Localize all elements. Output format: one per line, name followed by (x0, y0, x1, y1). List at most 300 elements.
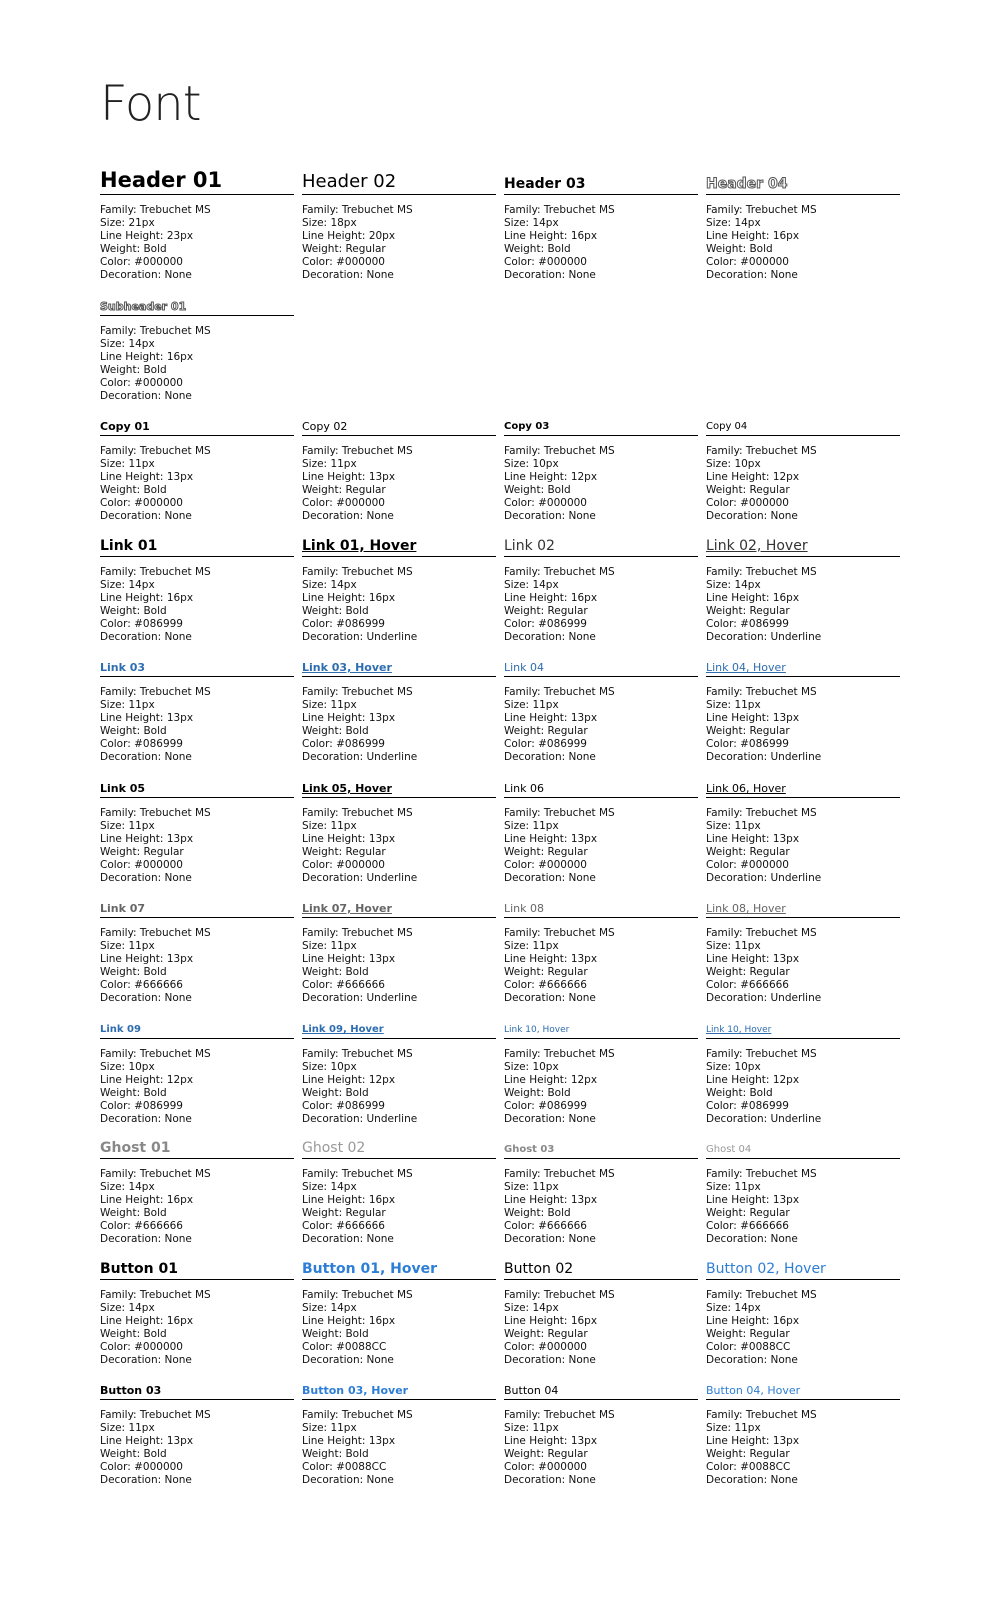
spec-size (706, 1302, 817, 1315)
spec-value: 14px (330, 579, 357, 591)
spec-key: Family: (302, 1289, 342, 1301)
spec-key: Family: (302, 927, 342, 939)
divider (706, 917, 900, 918)
spec-weight (706, 1207, 817, 1220)
spec-key: Color: (302, 1100, 337, 1112)
spec-value: Bold (143, 364, 167, 376)
spec-value: #0088CC (336, 1341, 387, 1353)
font-spec-card (100, 1128, 294, 1249)
spec-key: Weight: (504, 484, 548, 496)
spec-family (100, 1168, 211, 1181)
spec-key: Family: (100, 1168, 140, 1180)
spec-value: 13px (368, 712, 396, 724)
spec-key: Line Height: (302, 1194, 369, 1206)
font-spec-card (302, 1249, 496, 1370)
spec-value: None (568, 1474, 596, 1486)
spec-key: Line Height: (706, 833, 773, 845)
spec-list (100, 686, 211, 764)
spec-key: Decoration: (302, 872, 367, 884)
spec-value: Bold (143, 1328, 167, 1340)
spec-value: Trebuchet MS (139, 325, 211, 337)
spec-key: Weight: (504, 243, 548, 255)
spec-list (100, 204, 211, 282)
spec-size (100, 820, 211, 833)
spec-family (504, 1289, 615, 1302)
spec-weight (302, 1328, 413, 1341)
spec-family (100, 1048, 211, 1061)
spec-line-height (504, 1435, 615, 1448)
divider (706, 1158, 900, 1159)
style-name: Button 03 (100, 1384, 162, 1397)
spec-color (302, 979, 417, 992)
spec-color (504, 859, 615, 872)
spec-value: #666666 (740, 1220, 789, 1232)
spec-row (100, 1008, 908, 1129)
spec-value: 14px (532, 1302, 559, 1314)
spec-value: 13px (570, 833, 598, 845)
spec-decoration (302, 872, 417, 885)
spec-value: Regular (749, 1448, 790, 1460)
spec-color (504, 1100, 615, 1113)
spec-value: Regular (749, 966, 790, 978)
spec-key: Family: (100, 807, 140, 819)
spec-value: Bold (547, 1207, 571, 1219)
divider (706, 556, 900, 557)
spec-key: Decoration: (706, 1113, 771, 1125)
spec-value: 14px (128, 1181, 155, 1193)
spec-value: None (568, 872, 596, 884)
spec-weight (706, 725, 821, 738)
divider (504, 435, 698, 436)
spec-value: 13px (166, 712, 194, 724)
spec-value: 11px (128, 1422, 155, 1434)
spec-key: Line Height: (706, 1074, 773, 1086)
spec-value: Underline (366, 631, 418, 643)
spec-value: Regular (547, 966, 588, 978)
spec-key: Color: (706, 1461, 741, 1473)
spec-key: Color: (100, 979, 135, 991)
spec-key: Weight: (504, 1448, 548, 1460)
divider (706, 676, 900, 677)
spec-size (706, 1422, 817, 1435)
divider (100, 1279, 294, 1280)
spec-key: Line Height: (504, 953, 571, 965)
spec-value: Underline (366, 751, 418, 763)
spec-value: None (568, 269, 596, 281)
spec-decoration (706, 631, 821, 644)
spec-key: Decoration: (302, 1474, 367, 1486)
spec-color (302, 1341, 413, 1354)
font-spec-card (100, 1369, 294, 1490)
spec-value: #086999 (538, 1100, 587, 1112)
spec-value: 14px (532, 579, 559, 591)
spec-value: Trebuchet MS (341, 807, 413, 819)
spec-key: Color: (706, 738, 741, 750)
spec-line-height (504, 471, 615, 484)
spec-key: Weight: (302, 846, 346, 858)
spec-value: 11px (330, 699, 357, 711)
spec-list (302, 204, 413, 282)
style-name: Button 03, Hover (302, 1384, 409, 1397)
spec-value: 13px (166, 471, 194, 483)
spec-value: 13px (368, 953, 396, 965)
spec-key: Line Height: (100, 1315, 167, 1327)
spec-key: Color: (302, 256, 337, 268)
spec-key: Decoration: (706, 1354, 771, 1366)
spec-weight (706, 1448, 817, 1461)
spec-size (100, 217, 211, 230)
spec-size (302, 699, 417, 712)
spec-key: Color: (100, 859, 135, 871)
spec-key: Line Height: (302, 1074, 369, 1086)
spec-decoration (302, 751, 417, 764)
spec-key: Family: (706, 927, 746, 939)
spec-key: Weight: (302, 1328, 346, 1340)
spec-family (504, 1168, 615, 1181)
font-spec-card (302, 526, 496, 647)
spec-value: 11px (330, 940, 357, 952)
spec-key: Weight: (504, 725, 548, 737)
spec-size (302, 1422, 413, 1435)
spec-key: Weight: (100, 484, 144, 496)
spec-size (504, 1422, 615, 1435)
spec-key: Line Height: (504, 833, 571, 845)
spec-line-height (504, 230, 615, 243)
font-spec-card (706, 405, 900, 526)
spec-key: Decoration: (100, 269, 165, 281)
style-name: Link 10, Hover (706, 1025, 772, 1035)
spec-key: Size: (706, 1422, 735, 1434)
spec-value: 11px (330, 1422, 357, 1434)
spec-value: 11px (330, 458, 357, 470)
spec-key: Line Height: (100, 712, 167, 724)
spec-key: Family: (706, 1048, 746, 1060)
spec-list (706, 927, 821, 1005)
spec-key: Size: (504, 458, 533, 470)
spec-value: None (568, 510, 596, 522)
spec-key: Weight: (100, 846, 144, 858)
spec-list (100, 927, 211, 1005)
spec-value: Trebuchet MS (341, 927, 413, 939)
spec-decoration (100, 872, 211, 885)
spec-key: Decoration: (504, 631, 569, 643)
spec-weight (100, 846, 211, 859)
spec-family (100, 1289, 211, 1302)
spec-key: Color: (706, 859, 741, 871)
spec-value: Trebuchet MS (139, 927, 211, 939)
spec-family (504, 807, 615, 820)
style-name: Link 06 (504, 782, 545, 795)
style-name: Copy 01 (100, 420, 150, 433)
divider (706, 797, 900, 798)
divider (100, 435, 294, 436)
spec-line-height (302, 712, 417, 725)
spec-color (100, 979, 211, 992)
spec-decoration (504, 1113, 615, 1126)
spec-value: #086999 (336, 738, 385, 750)
spec-color (706, 738, 821, 751)
font-spec-card (302, 646, 496, 767)
spec-list (302, 566, 417, 644)
spec-key: Family: (504, 1409, 544, 1421)
spec-key: Size: (706, 699, 735, 711)
spec-line-height (100, 351, 211, 364)
spec-key: Family: (504, 927, 544, 939)
spec-size (302, 579, 417, 592)
spec-line-height (100, 1315, 211, 1328)
spec-weight (100, 1328, 211, 1341)
spec-list (504, 1289, 615, 1367)
spec-key: Color: (302, 1341, 337, 1353)
spec-key: Decoration: (302, 992, 367, 1004)
font-spec-card (706, 1249, 900, 1370)
spec-list (706, 1409, 817, 1487)
font-spec-card (706, 887, 900, 1008)
spec-value: 11px (128, 699, 155, 711)
spec-key: Family: (100, 1048, 140, 1060)
spec-key: Family: (100, 445, 140, 457)
spec-key: Decoration: (504, 872, 569, 884)
spec-key: Line Height: (706, 592, 773, 604)
font-spec-card (706, 1369, 900, 1490)
spec-value: 13px (772, 1435, 800, 1447)
spec-value: 18px (330, 217, 357, 229)
style-name: Link 07 (100, 902, 146, 915)
spec-key: Line Height: (504, 1315, 571, 1327)
spec-value: 20px (368, 230, 396, 242)
spec-key: Size: (100, 1181, 129, 1193)
font-spec-card (706, 1128, 900, 1249)
spec-key: Size: (302, 940, 331, 952)
style-name: Button 01 (100, 1261, 178, 1277)
spec-value: 11px (532, 820, 559, 832)
spec-decoration (504, 1233, 615, 1246)
spec-key: Line Height: (706, 471, 773, 483)
spec-value: 10px (128, 1061, 155, 1073)
spec-value: Trebuchet MS (543, 1409, 615, 1421)
spec-decoration (302, 510, 413, 523)
spec-value: Bold (345, 605, 369, 617)
spec-key: Color: (504, 1461, 539, 1473)
spec-key: Size: (302, 217, 331, 229)
spec-line-height (706, 1074, 821, 1087)
spec-list (706, 445, 817, 523)
spec-key: Size: (504, 579, 533, 591)
spec-key: Family: (100, 325, 140, 337)
spec-family (706, 1289, 817, 1302)
spec-row (100, 405, 908, 526)
style-name: Link 05 (100, 782, 146, 795)
divider (504, 1038, 698, 1039)
spec-key: Size: (302, 458, 331, 470)
spec-value: 14px (330, 1302, 357, 1314)
spec-weight (706, 1328, 817, 1341)
spec-decoration (706, 1113, 821, 1126)
spec-row (100, 1128, 908, 1249)
spec-value: Trebuchet MS (341, 204, 413, 216)
spec-weight (302, 484, 413, 497)
spec-family (302, 1168, 413, 1181)
spec-value: #000000 (134, 256, 183, 268)
spec-key: Size: (302, 1422, 331, 1434)
spec-key: Color: (504, 859, 539, 871)
spec-value: 13px (166, 1435, 194, 1447)
spec-list (504, 445, 615, 523)
spec-list (302, 927, 417, 1005)
spec-key: Color: (302, 1461, 337, 1473)
spec-list (504, 1168, 615, 1246)
divider (100, 676, 294, 677)
spec-value: Trebuchet MS (745, 1409, 817, 1421)
spec-key: Family: (706, 686, 746, 698)
spec-value: #086999 (740, 618, 789, 630)
spec-key: Family: (302, 1048, 342, 1060)
spec-color (100, 256, 211, 269)
spec-value: #086999 (134, 618, 183, 630)
spec-key: Weight: (706, 1087, 750, 1099)
spec-decoration (302, 992, 417, 1005)
spec-value: #0088CC (740, 1461, 791, 1473)
spec-color (100, 377, 211, 390)
spec-color (100, 859, 211, 872)
spec-list (706, 1289, 817, 1367)
spec-decoration (706, 1474, 817, 1487)
spec-key: Decoration: (302, 1233, 367, 1245)
divider (100, 1158, 294, 1159)
spec-key: Color: (100, 256, 135, 268)
spec-weight (100, 484, 211, 497)
spec-key: Size: (302, 820, 331, 832)
spec-value: None (164, 1354, 192, 1366)
spec-key: Size: (100, 1422, 129, 1434)
spec-key: Size: (100, 940, 129, 952)
spec-size (706, 699, 821, 712)
spec-key: Color: (504, 1220, 539, 1232)
spec-weight (504, 605, 615, 618)
spec-value: Trebuchet MS (543, 686, 615, 698)
spec-key: Decoration: (504, 269, 569, 281)
spec-size (100, 579, 211, 592)
divider (504, 194, 698, 195)
spec-value: #000000 (134, 497, 183, 509)
spec-key: Decoration: (100, 1474, 165, 1486)
spec-color (100, 738, 211, 751)
spec-key: Weight: (302, 605, 346, 617)
spec-key: Weight: (100, 1087, 144, 1099)
spec-value: Bold (345, 1087, 369, 1099)
spec-value: Trebuchet MS (139, 204, 211, 216)
spec-list (504, 807, 615, 885)
spec-value: 12px (570, 471, 598, 483)
spec-key: Weight: (706, 846, 750, 858)
spec-family (706, 807, 821, 820)
spec-key: Weight: (100, 725, 144, 737)
spec-line-height (100, 1074, 211, 1087)
spec-key: Decoration: (100, 751, 165, 763)
style-name: Header 03 (504, 176, 586, 192)
spec-line-height (706, 1435, 817, 1448)
spec-weight (504, 1207, 615, 1220)
spec-key: Decoration: (100, 390, 165, 402)
style-name: Header 02 (302, 171, 397, 192)
spec-value: Regular (749, 605, 790, 617)
spec-key: Line Height: (100, 471, 167, 483)
spec-value: Regular (345, 243, 386, 255)
style-name: Button 02 (504, 1261, 574, 1277)
spec-family (100, 325, 211, 338)
spec-family (100, 807, 211, 820)
divider (706, 194, 900, 195)
spec-line-height (706, 712, 821, 725)
spec-value: Underline (770, 631, 822, 643)
spec-value: 13px (368, 1435, 396, 1447)
spec-key: Family: (504, 204, 544, 216)
spec-weight (706, 966, 821, 979)
font-spec-card (504, 405, 698, 526)
spec-value: None (366, 1354, 394, 1366)
spec-key: Line Height: (100, 230, 167, 242)
spec-list (100, 566, 211, 644)
spec-row (100, 164, 908, 285)
style-name: Link 01, Hover (302, 538, 417, 554)
spec-key: Line Height: (302, 953, 369, 965)
spec-value: 12px (570, 1074, 598, 1086)
spec-key: Weight: (302, 1207, 346, 1219)
spec-weight (706, 484, 817, 497)
spec-key: Weight: (100, 605, 144, 617)
spec-value: Trebuchet MS (543, 1289, 615, 1301)
font-spec-card (706, 767, 900, 888)
spec-size (302, 1061, 417, 1074)
spec-key: Decoration: (302, 631, 367, 643)
spec-key: Color: (100, 1461, 135, 1473)
spec-list (504, 1048, 615, 1126)
spec-key: Size: (100, 1061, 129, 1073)
font-spec-card (504, 767, 698, 888)
spec-line-height (302, 471, 413, 484)
spec-value: Bold (143, 484, 167, 496)
spec-key: Weight: (706, 1328, 750, 1340)
spec-value: 13px (772, 833, 800, 845)
spec-line-height (706, 1315, 817, 1328)
spec-family (302, 566, 417, 579)
divider (100, 315, 294, 316)
spec-key: Family: (302, 566, 342, 578)
spec-key: Line Height: (706, 1194, 773, 1206)
spec-value: #000000 (538, 256, 587, 268)
spec-key: Size: (706, 940, 735, 952)
spec-key: Line Height: (504, 1074, 571, 1086)
spec-value: 23px (166, 230, 194, 242)
spec-size (504, 217, 615, 230)
style-name: Copy 03 (504, 421, 550, 432)
spec-value: None (770, 1474, 798, 1486)
spec-value: Bold (143, 725, 167, 737)
spec-key: Weight: (100, 243, 144, 255)
spec-value: 11px (532, 699, 559, 711)
spec-key: Family: (504, 1168, 544, 1180)
spec-key: Line Height: (100, 1194, 167, 1206)
divider (100, 797, 294, 798)
spec-value: 14px (330, 1181, 357, 1193)
spec-family (302, 807, 417, 820)
spec-value: 11px (128, 940, 155, 952)
spec-size (504, 699, 615, 712)
spec-key: Size: (100, 1302, 129, 1314)
spec-line-height (302, 953, 417, 966)
spec-key: Color: (302, 618, 337, 630)
spec-weight (302, 243, 413, 256)
